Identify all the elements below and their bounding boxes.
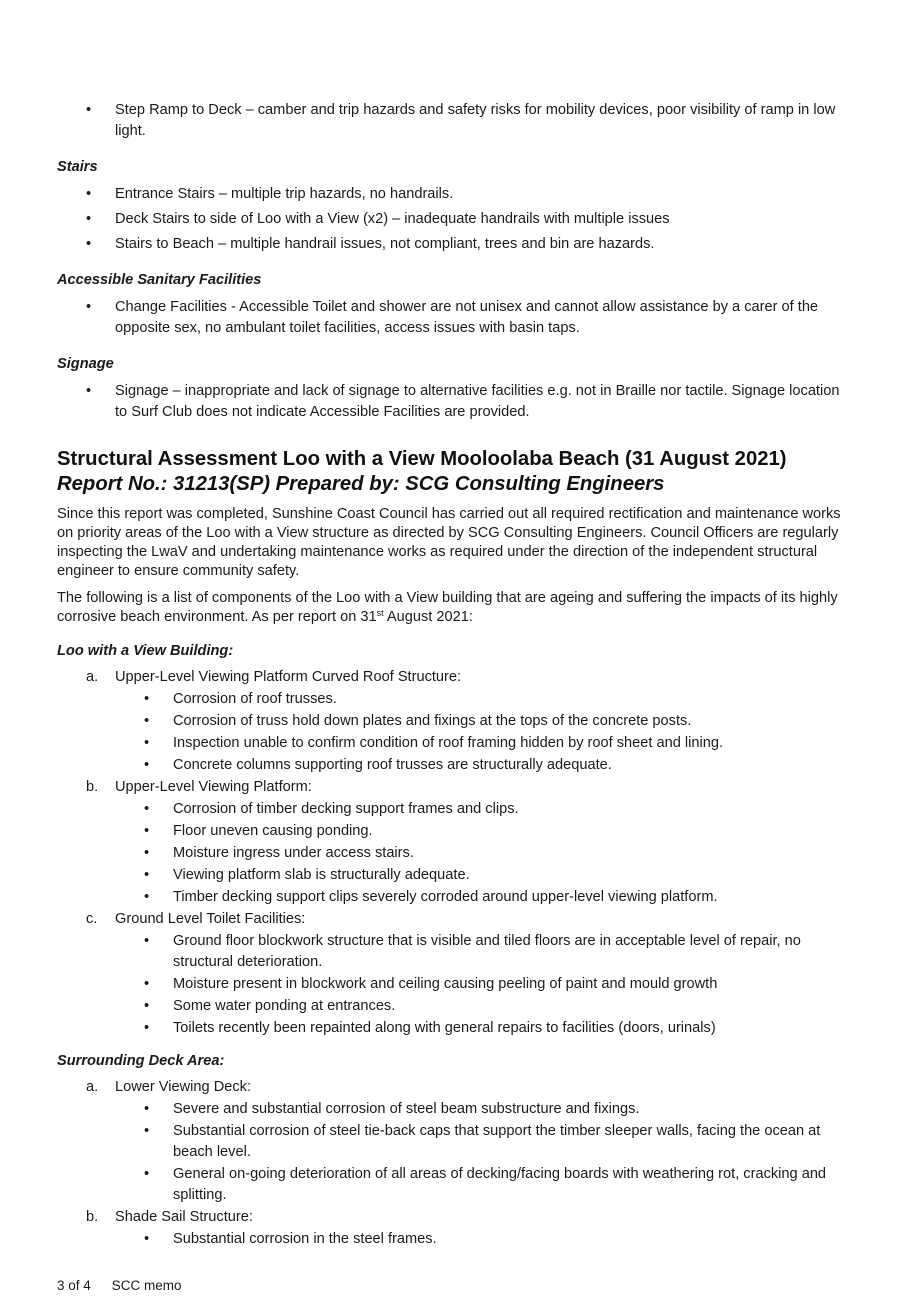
bullet-icon: •	[86, 102, 92, 118]
bullet-text: Signage – inappropriate and lack of signage to alternative facilities e.g. not in Braille nor tactile. Signage location to Surf Club does not indicate Accessible Facilities are provided.	[115, 383, 840, 420]
paragraph: Since this report was completed, Sunshine Coast Council has carried out all required rectification and maintenance works on priority areas of the Loo with a View structure as directed by SCG Consulting Engineers. Council Officers are regularly inspecting the LwaV and undertaking maintenance works as required under the direction of the independent structural engineer to ensure community safety.	[57, 506, 841, 579]
sub-bullet-item	[57, 996, 847, 1017]
bullet-icon: •	[144, 889, 150, 905]
bullet-icon: •	[144, 1231, 150, 1247]
bullet-text: Corrosion of roof trusses.	[173, 691, 337, 707]
bullet-text: General on-going deterioration of all areas of decking/facing boards with weathering rot, cracking and splitting.	[173, 1166, 827, 1203]
superscript: st	[376, 608, 384, 618]
sub-bullet-item	[57, 1018, 847, 1039]
bullet-item	[57, 209, 847, 230]
bullet-text: Change Facilities - Accessible Toilet and shower are not unisex and cannot allow assistance by a carer of the opposite sex, no ambulant toilet facilities, access issues with basin taps.	[115, 299, 819, 336]
lettered-item-label: Upper-Level Viewing Platform Curved Roof Structure:	[115, 669, 462, 685]
bullet-text: Viewing platform slab is structurally adequate.	[173, 867, 470, 883]
bullet-text: Corrosion of truss hold down plates and fixings at the tops of the concrete posts.	[173, 713, 692, 729]
bullet-icon: •	[144, 1020, 150, 1036]
bullet-icon: •	[86, 383, 92, 399]
bullet-icon: •	[86, 299, 92, 315]
sub-bullet-item	[57, 1164, 847, 1206]
bullet-item	[57, 381, 847, 423]
paragraph	[57, 589, 847, 627]
bullet-icon: •	[144, 1101, 150, 1117]
building-list	[57, 667, 847, 1039]
bullet-icon: •	[144, 998, 150, 1014]
bullet-text: Ground floor blockwork structure that is visible and tiled floors are in acceptable level of repair, no structural deterioration.	[173, 933, 801, 970]
bullet-item	[57, 297, 847, 339]
bullet-icon: •	[144, 691, 150, 707]
lettered-item-label: Ground Level Toilet Facilities:	[115, 911, 306, 927]
bullet-icon: •	[144, 933, 150, 949]
bullet-text: Substantial corrosion in the steel frames.	[173, 1231, 437, 1247]
bullet-text: Moisture ingress under access stairs.	[173, 845, 414, 861]
deck-list	[57, 1077, 847, 1250]
list-marker: a.	[86, 1079, 99, 1095]
sub-bullet-item	[57, 821, 847, 842]
bullet-text: Some water ponding at entrances.	[173, 998, 396, 1014]
bullet-icon: •	[144, 976, 150, 992]
bullet-icon: •	[144, 735, 150, 751]
bullet-text: Entrance Stairs – multiple trip hazards, no handrails.	[115, 186, 454, 202]
sub-bullet-item	[57, 843, 847, 864]
bullet-text: Corrosion of timber decking support frames and clips.	[173, 801, 519, 817]
bullet-text: Inspection unable to confirm condition of roof framing hidden by roof sheet and lining.	[173, 735, 724, 751]
bullet-text: Severe and substantial corrosion of steel beam substructure and fixings.	[173, 1101, 640, 1117]
section-heading-stairs: Stairs	[57, 159, 98, 175]
sub-bullet-item	[57, 1099, 847, 1120]
document-body	[57, 100, 847, 1251]
bullet-text: Stairs to Beach – multiple handrail issues, not compliant, trees and bin are hazards.	[115, 236, 655, 252]
list-marker: b.	[86, 1209, 99, 1225]
bullet-icon: •	[144, 823, 150, 839]
paragraph-text: August 2021:	[383, 609, 473, 625]
sub-bullet-item	[57, 689, 847, 710]
bullet-text: Toilets recently been repainted along with general repairs to facilities (doors, urinals)	[173, 1020, 716, 1036]
bullet-text: Floor uneven causing ponding.	[173, 823, 373, 839]
page-number: 3 of 4	[57, 1278, 91, 1293]
bullet-item	[57, 234, 847, 255]
bullet-icon: •	[144, 757, 150, 773]
lettered-item	[57, 777, 847, 798]
sub-bullet-item	[57, 755, 847, 776]
lettered-item-label: Shade Sail Structure:	[115, 1209, 253, 1225]
sub-bullet-item	[57, 733, 847, 754]
sub-bullet-item	[57, 799, 847, 820]
lettered-item-label: Upper-Level Viewing Platform:	[115, 779, 312, 795]
sub-bullet-item	[57, 711, 847, 732]
sub-bullet-item	[57, 1121, 847, 1163]
structural-heading	[57, 447, 847, 497]
sub-bullet-item	[57, 974, 847, 995]
bullet-text: Substantial corrosion of steel tie-back caps that support the timber sleeper walls, facing the ocean at beach level.	[173, 1123, 821, 1160]
bullet-item	[57, 100, 847, 142]
bullet-text: Timber decking support clips severely corroded around upper-level viewing platform.	[173, 889, 718, 905]
bullet-icon: •	[144, 1166, 150, 1182]
section-heading-sanitary: Accessible Sanitary Facilities	[57, 272, 262, 288]
bullet-item	[57, 184, 847, 205]
section-heading-deck: Surrounding Deck Area:	[57, 1053, 225, 1069]
lettered-item	[57, 1077, 847, 1098]
sub-bullet-item	[57, 1229, 847, 1250]
section-heading-building: Loo with a View Building:	[57, 643, 234, 659]
lettered-item	[57, 667, 847, 688]
paragraph-text: The following is a list of components of the Loo with a View building that are ageing and suffering the impacts of its highly corrosive beach environment. As per report on 31	[57, 590, 838, 625]
list-marker: c.	[86, 911, 98, 927]
bullet-text: Deck Stairs to side of Loo with a View (x2) – inadequate handrails with multiple issues	[115, 211, 670, 227]
footer-doc-name: SCC memo	[111, 1278, 182, 1293]
structural-title-line2: Report No.: 31213(SP) Prepared by: SCG Consulting Engineers	[57, 473, 665, 495]
lettered-item	[57, 1207, 847, 1228]
list-marker: a.	[86, 669, 99, 685]
bullet-icon: •	[144, 713, 150, 729]
bullet-icon: •	[144, 845, 150, 861]
structural-title-line1: Structural Assessment Loo with a View Mooloolaba Beach (31 August 2021)	[57, 448, 787, 470]
bullet-icon: •	[144, 1123, 150, 1139]
lettered-item-label: Lower Viewing Deck:	[115, 1079, 252, 1095]
sub-bullet-item	[57, 887, 847, 908]
bullet-text: Moisture present in blockwork and ceiling causing peeling of paint and mould growth	[173, 976, 718, 992]
bullet-icon: •	[86, 211, 92, 227]
bullet-icon: •	[144, 867, 150, 883]
bullet-icon: •	[86, 186, 92, 202]
bullet-icon: •	[86, 236, 92, 252]
list-marker: b.	[86, 779, 99, 795]
sub-bullet-item	[57, 865, 847, 886]
page-footer	[57, 1275, 203, 1296]
bullet-text: Concrete columns supporting roof trusses are structurally adequate.	[173, 757, 612, 773]
lettered-item	[57, 909, 847, 930]
section-heading-signage: Signage	[57, 356, 114, 372]
bullet-text: Step Ramp to Deck – camber and trip hazards and safety risks for mobility devices, poor visibility of ramp in low light.	[115, 102, 836, 139]
sub-bullet-item	[57, 931, 847, 973]
bullet-icon: •	[144, 801, 150, 817]
